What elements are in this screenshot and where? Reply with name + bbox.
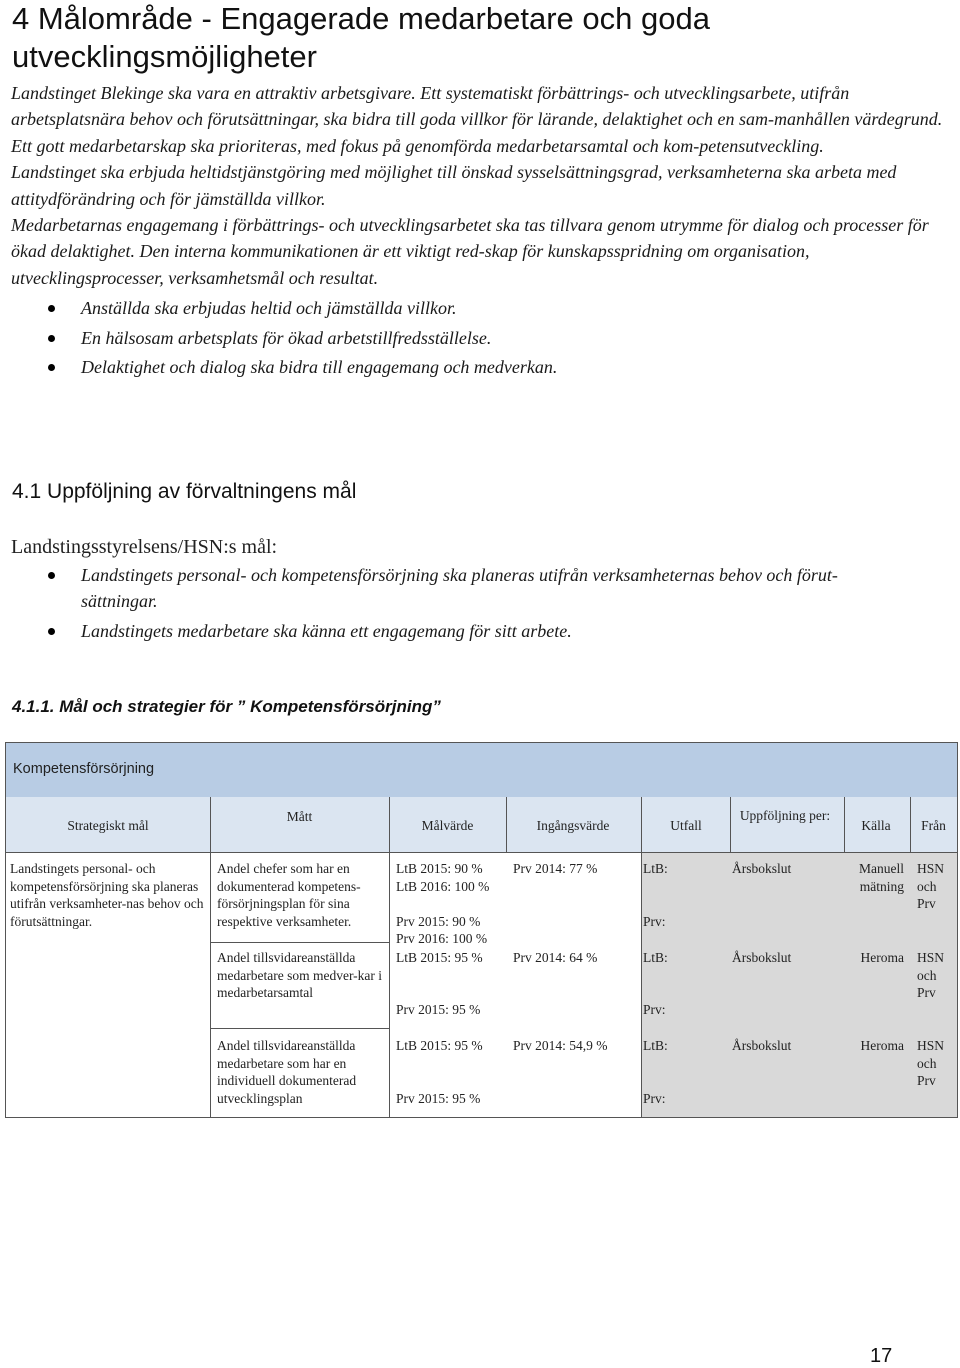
page-title (12, 0, 942, 76)
table-divider (506, 797, 507, 853)
table-row-2-kalla: Heroma (860, 950, 904, 965)
bullet-icon (48, 628, 55, 635)
table-row-3-malvarde: LtB 2015: 95 % (396, 1038, 483, 1053)
table-row-3-utfall: Prv: (643, 1091, 666, 1106)
list-item: Anställda ska erbjudas heltid och jämställda villkor. (11, 294, 946, 324)
list-item: Delaktighet och dialog ska bidra till engagemang och medverkan. (11, 353, 946, 383)
table-row-1-ingangsvarde: Prv 2014: 77 % (513, 861, 598, 876)
goals-section (11, 562, 911, 648)
table-row-2-uppfoljning: Årsbokslut (732, 950, 792, 965)
table-divider (210, 1028, 389, 1029)
table-row-1-malvarde: LtB 2016: 100 % (396, 879, 490, 894)
table-divider (844, 797, 845, 853)
table-row-3-malvarde: Prv 2015: 95 % (396, 1091, 481, 1106)
column-header-fran: Från (921, 818, 946, 833)
section-heading-4-1-1: 4.1.1. Mål och strategier för ” Kompetensförsörjning” (12, 697, 441, 716)
table-row-3-matt: Andel tillsvidareanställda medarbetare som har en individuell dokumenterad utvecklingsplan (217, 1038, 357, 1106)
table-row-2-malvarde: Prv 2015: 95 % (396, 1002, 481, 1017)
table-row-2-utfall: Prv: (643, 1002, 666, 1017)
list-item: Landstingets personal- och kompetensförsörjning ska planeras utifrån verksamheternas behov och förut-sättningar. (11, 562, 911, 614)
column-header-uppfoljning: Uppföljning per: (739, 808, 831, 823)
intro-paragraph-2: Ett gott medarbetarskap ska prioriteras, med fokus på genomförda medarbetarsamtal och kom-petensutveckling. (11, 135, 824, 156)
table-row-2-ingangsvarde: Prv 2014: 64 % (513, 950, 598, 965)
bullet-icon (48, 305, 55, 312)
table-row-3-uppfoljning: Årsbokslut (732, 1038, 792, 1053)
table-divider (641, 797, 642, 1117)
intro-paragraph-3: Landstinget ska erbjuda heltidstjänstgöring med möjlighet till önskad sysselsättningsgrad, verksamheterna ska arbeta med attitydförändring och för jämställda villkor. (11, 162, 897, 209)
table-row-1-malvarde: Prv 2016: 100 % (396, 931, 488, 946)
table-row-3-utfall: LtB: (643, 1038, 668, 1053)
column-header-ingangsvarde: Ingångsvärde (536, 818, 610, 833)
page-number: 17 (870, 1345, 893, 1367)
table-title: Kompetensförsörjning (13, 761, 155, 777)
kompetens-table (5, 742, 958, 1118)
column-header-matt: Mått (286, 809, 313, 824)
list-item: Landstingets medarbetare ska känna ett engagemang för sitt arbete. (11, 618, 911, 644)
table-row-1-matt: Andel chefer som har en dokumenterad kompetens-försörjningsplan för sina respektive verksamheter. (217, 861, 361, 929)
intro-paragraph-4: Medarbetarnas engagemang i förbättrings- och utvecklingsarbetet ska tas tillvara genom utrymme för dialog och processer för ökad delaktighet. Den interna kommunikationen är ett viktigt red-skap för kunskapsspridning om organisation, utvecklingsprocesser, verksamhetsmål och resultat. (11, 215, 929, 288)
table-row-3-ingangsvarde: Prv 2014: 54,9 % (513, 1038, 608, 1053)
table-divider (210, 797, 211, 1117)
table-row-3-fran: HSN och Prv (917, 1038, 945, 1088)
table-divider (730, 797, 731, 853)
intro-section (11, 80, 946, 383)
table-row-2-matt: Andel tillsvidareanställda medarbetare som medver-kar i medarbetarsamtal (217, 950, 383, 1000)
goals-bullet-list (11, 562, 911, 644)
column-header-strategiskt: Strategiskt mål (67, 818, 149, 833)
table-row-2-fran: HSN och Prv (917, 950, 945, 1000)
table-row-1-fran: HSN och Prv (917, 861, 945, 911)
table-row-1-malvarde: Prv 2015: 90 % (396, 914, 481, 929)
table-divider (210, 942, 389, 943)
table-row-1-utfall: LtB: (643, 861, 668, 876)
bullet-icon (48, 335, 55, 342)
table-row-2-malvarde: LtB 2015: 95 % (396, 950, 483, 965)
page-title-line-1: 4 Målområde - Engagerade medarbetare och goda (12, 1, 710, 36)
intro-bullet-list (11, 294, 946, 383)
intro-paragraph-1: Landstinget Blekinge ska vara en attraktiv arbetsgivare. Ett systematiskt förbättrings- och utvecklingsarbete, utifrån arbetsplatsnära behov och förutsättningar, ska bidra till goda villkor för lärande, delaktighet och en sam-manhållen värdegrund. (11, 83, 943, 130)
column-header-utfall: Utfall (670, 818, 702, 833)
bullet-icon (48, 364, 55, 371)
bullet-icon (48, 572, 55, 579)
table-row-1-utfall: Prv: (643, 914, 666, 929)
column-header-kalla: Källa (861, 818, 891, 833)
section-heading-4-1: 4.1 Uppföljning av förvaltningens mål (12, 480, 357, 503)
table-row-1-uppfoljning: Årsbokslut (732, 861, 792, 876)
list-item: En hälsosam arbetsplats för ökad arbetstillfredsställelse. (11, 324, 946, 354)
table-divider (910, 797, 911, 853)
table-divider (389, 797, 390, 1117)
table-divider (957, 797, 958, 1117)
strategic-goal-cell: Landstingets personal- och kompetensförsörjning ska planeras utifrån verksamheter-nas behov och förutsättningar. (10, 861, 204, 929)
table-row-1-kalla: Manuell mätning (859, 861, 904, 894)
table-row-3-kalla: Heroma (860, 1038, 904, 1053)
table-row-2-utfall: LtB: (643, 950, 668, 965)
table-title-bar (6, 743, 957, 798)
table-row-1-malvarde: LtB 2015: 90 % (396, 861, 483, 876)
goals-label: Landstingsstyrelsens/HSN:s mål: (11, 536, 278, 558)
column-header-malvarde: Målvärde (421, 818, 474, 833)
page-title-line-2: utvecklingsmöjligheter (12, 39, 317, 74)
